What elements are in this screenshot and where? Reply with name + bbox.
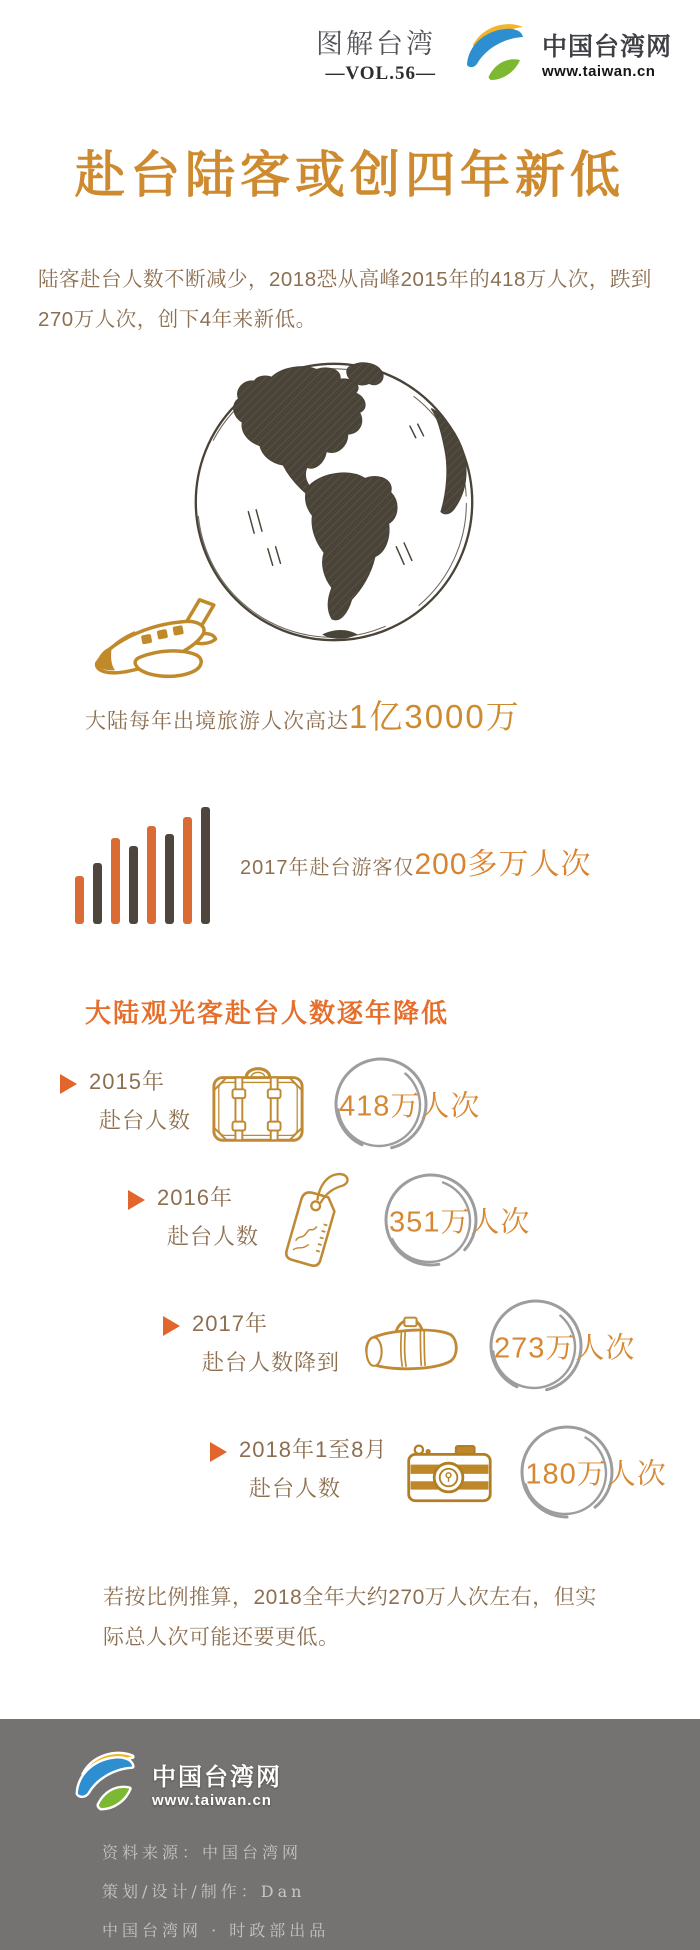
bar bbox=[183, 817, 192, 924]
row-value: 180万人次 bbox=[525, 1458, 667, 1491]
camera-icon bbox=[405, 1439, 493, 1505]
year-row-2015 bbox=[60, 1048, 700, 1160]
logo-swoosh-icon bbox=[460, 19, 534, 88]
visitors-2017-label: 2017年赴台游客仅 bbox=[240, 856, 415, 879]
value-circle bbox=[515, 1420, 667, 1524]
bar-chart-section bbox=[75, 797, 700, 924]
row-label bbox=[157, 1178, 259, 1256]
bar bbox=[111, 838, 120, 924]
row-value: 418万人次 bbox=[339, 1090, 481, 1123]
logo-text-block bbox=[542, 27, 672, 80]
logo-swoosh-icon bbox=[72, 1749, 142, 1816]
footer-logo-url[interactable]: www.taiwan.cn bbox=[152, 1791, 272, 1809]
row-value: 273万人次 bbox=[494, 1332, 636, 1365]
airplane-icon bbox=[84, 598, 234, 698]
bar bbox=[165, 834, 174, 924]
row-desc: 赴台人数 bbox=[99, 1108, 192, 1133]
footer-producer-line: 中国台湾网 · 时政部出品 bbox=[102, 1921, 330, 1940]
value-circle bbox=[484, 1294, 636, 1398]
header bbox=[0, 0, 700, 88]
suitcase-icon bbox=[209, 1061, 307, 1147]
row-desc: 赴台人数 bbox=[249, 1476, 342, 1501]
hero-illustration bbox=[0, 356, 700, 696]
bar bbox=[129, 846, 138, 924]
triangle-bullet-icon bbox=[163, 1316, 180, 1336]
row-year: 2016年 bbox=[157, 1185, 233, 1210]
row-year: 2015年 bbox=[89, 1069, 165, 1094]
yearly-rows bbox=[0, 1048, 700, 1528]
footer-logo-name: 中国台湾网 bbox=[152, 1763, 282, 1791]
triangle-bullet-icon bbox=[210, 1442, 227, 1462]
year-row-2016 bbox=[128, 1164, 700, 1276]
bar bbox=[93, 863, 102, 924]
footer bbox=[0, 1719, 700, 1950]
row-desc: 赴台人数 bbox=[167, 1224, 260, 1249]
year-row-2017 bbox=[163, 1290, 700, 1402]
bar bbox=[201, 807, 210, 924]
triangle-bullet-icon bbox=[128, 1190, 145, 1210]
volume-label: —VOL.56— bbox=[325, 62, 436, 84]
intro-paragraph: 陆客赴台人数不断减少，2018恐从高峰2015年的418万人次，跌到270万人次，创下4年来新低。 bbox=[38, 268, 652, 331]
value-circle bbox=[379, 1168, 531, 1272]
series-title: 图解台湾 bbox=[315, 28, 436, 59]
bar bbox=[75, 876, 84, 924]
row-value: 351万人次 bbox=[389, 1206, 531, 1239]
outbound-stat bbox=[85, 696, 700, 745]
row-label bbox=[192, 1304, 340, 1382]
logo-name: 中国台湾网 bbox=[541, 32, 672, 61]
note-paragraph: 若按比例推算，2018全年大约270万人次左右，但实际总人次可能还要更低。 bbox=[103, 1586, 597, 1649]
visitors-2017-stat bbox=[240, 839, 592, 883]
logo-url[interactable]: www.taiwan.cn bbox=[541, 62, 656, 80]
bar bbox=[147, 826, 156, 924]
growth-bar-chart bbox=[75, 797, 210, 924]
outbound-value: 1亿3000万 bbox=[349, 698, 521, 735]
visitors-2017-value: 200多万人次 bbox=[414, 847, 592, 881]
section-title: 大陆观光客赴台人数逐年降低 bbox=[85, 998, 450, 1028]
footer-logo[interactable] bbox=[72, 1749, 700, 1816]
value-circle bbox=[329, 1052, 481, 1156]
footer-credits bbox=[102, 1840, 700, 1941]
duffel-bag-icon bbox=[358, 1311, 462, 1381]
year-row-2018 bbox=[210, 1416, 700, 1528]
luggage-tag-icon bbox=[277, 1164, 357, 1276]
footer-designer-line: 策划/设计/制作：Dan bbox=[102, 1882, 306, 1901]
footer-logo-text-block bbox=[152, 1757, 282, 1809]
outbound-label: 大陆每年出境旅游人次高达 bbox=[85, 710, 349, 733]
triangle-bullet-icon bbox=[60, 1074, 77, 1094]
row-label bbox=[239, 1430, 387, 1508]
row-label bbox=[89, 1062, 191, 1140]
row-year: 2017年 bbox=[192, 1311, 268, 1336]
site-logo[interactable] bbox=[460, 19, 672, 88]
page-title: 赴台陆客或创四年新低 bbox=[75, 147, 625, 203]
row-year: 2018年1至8月 bbox=[239, 1437, 388, 1462]
footer-source-line: 资料来源：中国台湾网 bbox=[102, 1843, 303, 1862]
row-desc: 赴台人数降到 bbox=[202, 1350, 341, 1375]
series-block bbox=[316, 22, 436, 85]
